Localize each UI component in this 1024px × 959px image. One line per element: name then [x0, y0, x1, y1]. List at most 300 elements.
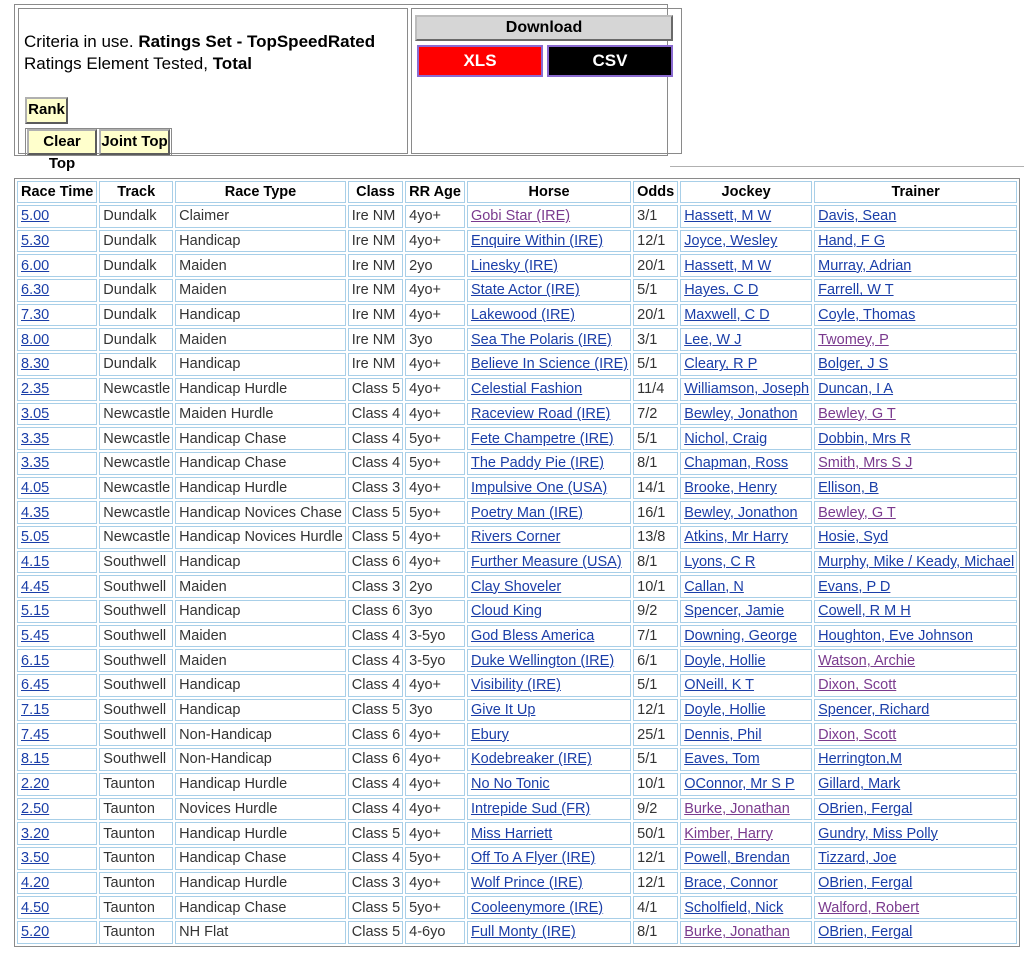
trainer-link[interactable]: Cowell, R M H	[818, 603, 911, 620]
trainer-cell	[814, 748, 1017, 771]
jockey-link[interactable]: Hassett, M W	[684, 208, 772, 225]
jockey-link[interactable]: Williamson, Joseph	[684, 381, 810, 398]
race-time-link[interactable]: 5.15	[21, 603, 50, 620]
jockey-link[interactable]: Scholfield, Nick	[684, 899, 784, 916]
ratings-set-value: Ratings Set - TopSpeedRated	[138, 32, 376, 51]
horse-link[interactable]: Enquire Within (IRE)	[470, 233, 604, 250]
table-row	[17, 625, 1017, 648]
class-cell: Class 4	[348, 403, 403, 426]
odds-cell: 7/1	[633, 625, 678, 648]
table-row	[17, 921, 1017, 944]
horse-link[interactable]: State Actor (IRE)	[470, 282, 580, 299]
jockey-cell	[680, 625, 812, 648]
table-row	[17, 575, 1017, 598]
race-time-link[interactable]: 7.45	[21, 726, 50, 743]
race-time-link[interactable]: 8.00	[21, 331, 50, 348]
jockey-cell	[680, 896, 812, 919]
header-track: Track	[99, 181, 173, 203]
trainer-cell	[814, 649, 1017, 672]
horse-link[interactable]: Give It Up	[470, 702, 536, 719]
header-odds: Odds	[633, 181, 678, 203]
jockey-link[interactable]: Joyce, Wesley	[684, 233, 778, 250]
table-header-row	[17, 181, 1017, 203]
track-cell: Dundalk	[99, 230, 173, 253]
csv-download-button[interactable]: CSV	[547, 45, 673, 77]
jockey-link[interactable]: Hayes, C D	[684, 282, 759, 299]
track-cell: Newcastle	[99, 526, 173, 549]
jockey-cell	[680, 526, 812, 549]
race-type-cell: Maiden	[175, 254, 346, 277]
trainer-link[interactable]: Tizzard, Joe	[818, 850, 897, 867]
age-cell: 5yo+	[405, 427, 465, 450]
age-cell: 2yo	[405, 254, 465, 277]
trainer-link[interactable]: Gillard, Mark	[818, 776, 901, 793]
table-row	[17, 353, 1017, 376]
odds-cell: 4/1	[633, 896, 678, 919]
horse-link[interactable]: Miss Harriett	[470, 825, 553, 842]
trainer-cell	[814, 872, 1017, 895]
race-time-link[interactable]: 4.05	[21, 479, 50, 496]
jockey-cell	[680, 551, 812, 574]
table-row	[17, 205, 1017, 228]
trainer-link[interactable]: Houghton, Eve Johnson	[818, 628, 973, 645]
track-cell: Dundalk	[99, 353, 173, 376]
jockey-link[interactable]: Brooke, Henry	[684, 479, 777, 496]
separator-line	[670, 166, 1024, 167]
trainer-cell	[814, 403, 1017, 426]
class-cell: Class 4	[348, 674, 403, 697]
odds-cell: 9/2	[633, 798, 678, 821]
jockey-link[interactable]: Bewley, Jonathon	[684, 504, 798, 521]
table-row	[17, 452, 1017, 475]
trainer-link[interactable]: Davis, Sean	[818, 208, 897, 225]
race-time-link[interactable]: 8.15	[21, 751, 50, 768]
table-row	[17, 378, 1017, 401]
class-cell: Ire NM	[348, 230, 403, 253]
age-cell: 4yo+	[405, 551, 465, 574]
horse-cell	[467, 921, 631, 944]
horse-link[interactable]: Lakewood (IRE)	[470, 307, 575, 324]
race-time-link[interactable]: 7.15	[21, 702, 50, 719]
jockey-cell	[680, 575, 812, 598]
horse-link[interactable]: Intrepide Sud (FR)	[470, 800, 591, 817]
horse-cell	[467, 674, 631, 697]
table-row	[17, 600, 1017, 623]
trainer-link[interactable]: Dixon, Scott	[818, 677, 897, 694]
age-cell: 4yo+	[405, 403, 465, 426]
table-row	[17, 279, 1017, 302]
race-time-link[interactable]: 3.05	[21, 405, 50, 422]
race-time-link[interactable]: 4.35	[21, 504, 50, 521]
top-filter-group	[25, 128, 172, 172]
race-type-cell: Handicap	[175, 304, 346, 327]
horse-link[interactable]: Further Measure (USA)	[470, 553, 622, 570]
trainer-cell	[814, 699, 1017, 722]
age-cell: 5yo+	[405, 896, 465, 919]
table-row	[17, 896, 1017, 919]
trainer-link[interactable]: Hand, F G	[818, 233, 885, 250]
age-cell: 4yo+	[405, 526, 465, 549]
race-time-link[interactable]: 4.50	[21, 899, 50, 916]
track-cell: Southwell	[99, 649, 173, 672]
race-time-link[interactable]: 6.00	[21, 257, 50, 274]
table-row	[17, 872, 1017, 895]
trainer-link[interactable]: Evans, P D	[818, 578, 891, 595]
jockey-link[interactable]: ONeill, K T	[684, 677, 755, 694]
age-cell: 3yo	[405, 328, 465, 351]
race-time-link[interactable]: 6.30	[21, 282, 50, 299]
horse-link[interactable]: Fete Champetre (IRE)	[470, 430, 614, 447]
horse-link[interactable]: Poetry Man (IRE)	[470, 504, 583, 521]
odds-cell: 8/1	[633, 551, 678, 574]
horse-cell	[467, 205, 631, 228]
jockey-cell	[680, 674, 812, 697]
race-time-link[interactable]: 3.35	[21, 455, 50, 472]
horse-cell	[467, 452, 631, 475]
track-cell: Southwell	[99, 723, 173, 746]
race-time-link[interactable]: 5.05	[21, 529, 50, 546]
jockey-link[interactable]: Doyle, Hollie	[684, 702, 766, 719]
trainer-link[interactable]: Murphy, Mike / Keady, Michael	[818, 553, 1015, 570]
class-cell: Class 4	[348, 649, 403, 672]
race-time-link[interactable]: 5.20	[21, 924, 50, 941]
horse-link[interactable]: Sea The Polaris (IRE)	[470, 331, 612, 348]
race-type-cell: Non-Handicap	[175, 723, 346, 746]
trainer-cell	[814, 328, 1017, 351]
track-cell: Taunton	[99, 773, 173, 796]
race-time-cell	[17, 822, 97, 845]
horse-cell	[467, 304, 631, 327]
class-cell: Class 6	[348, 723, 403, 746]
jockey-cell	[680, 230, 812, 253]
race-type-cell: Maiden Hurdle	[175, 403, 346, 426]
track-cell: Newcastle	[99, 427, 173, 450]
jockey-link[interactable]: Eaves, Tom	[684, 751, 760, 768]
race-type-cell: Non-Handicap	[175, 748, 346, 771]
horse-link[interactable]: The Paddy Pie (IRE)	[470, 455, 604, 472]
race-type-cell: Handicap Hurdle	[175, 773, 346, 796]
trainer-link[interactable]: Ellison, B	[818, 479, 879, 496]
trainer-link[interactable]: OBrien, Fergal	[818, 924, 913, 941]
age-cell: 3-5yo	[405, 649, 465, 672]
age-cell: 4yo+	[405, 748, 465, 771]
race-type-cell: Handicap Hurdle	[175, 477, 346, 500]
jockey-link[interactable]: Maxwell, C D	[684, 307, 770, 324]
xls-download-button[interactable]: XLS	[417, 45, 543, 77]
horse-cell	[467, 279, 631, 302]
race-time-link[interactable]: 4.20	[21, 874, 50, 891]
trainer-cell	[814, 575, 1017, 598]
horse-cell	[467, 501, 631, 524]
race-time-cell	[17, 798, 97, 821]
results-table	[14, 178, 1020, 947]
trainer-link[interactable]: Dobbin, Mrs R	[818, 430, 911, 447]
trainer-link[interactable]: Herrington,M	[818, 751, 902, 768]
header-trainer: Trainer	[814, 181, 1017, 203]
trainer-cell	[814, 551, 1017, 574]
race-time-link[interactable]: 2.50	[21, 800, 50, 817]
race-type-cell: Handicap Chase	[175, 847, 346, 870]
trainer-cell	[814, 921, 1017, 944]
jockey-link[interactable]: Doyle, Hollie	[684, 652, 766, 669]
horse-link[interactable]: No No Tonic	[470, 776, 550, 793]
trainer-cell	[814, 625, 1017, 648]
trainer-link[interactable]: Farrell, W T	[818, 282, 894, 299]
track-cell: Southwell	[99, 575, 173, 598]
track-cell: Southwell	[99, 625, 173, 648]
track-cell: Taunton	[99, 872, 173, 895]
table-row	[17, 649, 1017, 672]
joint-top-button[interactable]: Joint Top	[99, 129, 170, 155]
horse-link[interactable]: Impulsive One (USA)	[470, 479, 608, 496]
trainer-cell	[814, 896, 1017, 919]
horse-link[interactable]: Celestial Fashion	[470, 381, 583, 398]
race-time-cell	[17, 649, 97, 672]
trainer-link[interactable]: Spencer, Richard	[818, 702, 930, 719]
jockey-link[interactable]: Bewley, Jonathon	[684, 405, 798, 422]
table-row	[17, 822, 1017, 845]
race-type-cell: Handicap	[175, 353, 346, 376]
table-row	[17, 304, 1017, 327]
age-cell: 4yo+	[405, 798, 465, 821]
jockey-link[interactable]: Callan, N	[684, 578, 744, 595]
trainer-link[interactable]: Smith, Mrs S J	[818, 455, 913, 472]
trainer-link[interactable]: Walford, Robert	[818, 899, 920, 916]
jockey-link[interactable]: OConnor, Mr S P	[684, 776, 795, 793]
track-cell: Southwell	[99, 699, 173, 722]
rank-button[interactable]: Rank	[25, 97, 68, 124]
jockey-cell	[680, 921, 812, 944]
trainer-link[interactable]: Bewley, G T	[818, 504, 896, 521]
race-time-link[interactable]: 4.15	[21, 553, 50, 570]
jockey-link[interactable]: Dennis, Phil	[684, 726, 762, 743]
horse-cell	[467, 699, 631, 722]
odds-cell: 5/1	[633, 279, 678, 302]
race-time-link[interactable]: 6.45	[21, 677, 50, 694]
table-row	[17, 254, 1017, 277]
race-type-cell: Handicap Chase	[175, 896, 346, 919]
trainer-cell	[814, 254, 1017, 277]
track-cell: Southwell	[99, 748, 173, 771]
race-time-cell	[17, 575, 97, 598]
header-jockey: Jockey	[680, 181, 812, 203]
class-cell: Ire NM	[348, 353, 403, 376]
table-row	[17, 551, 1017, 574]
race-time-link[interactable]: 2.35	[21, 381, 50, 398]
age-cell: 4yo+	[405, 872, 465, 895]
trainer-link[interactable]: Duncan, I A	[818, 381, 894, 398]
criteria-panel	[14, 4, 668, 172]
race-type-cell: Maiden	[175, 279, 346, 302]
jockey-cell	[680, 501, 812, 524]
age-cell: 4yo+	[405, 723, 465, 746]
horse-link[interactable]: Full Monty (IRE)	[470, 924, 576, 941]
horse-cell	[467, 600, 631, 623]
table-body	[17, 205, 1017, 944]
horse-link[interactable]: God Bless America	[470, 628, 595, 645]
race-time-cell	[17, 872, 97, 895]
odds-cell: 5/1	[633, 748, 678, 771]
class-cell: Class 4	[348, 798, 403, 821]
jockey-cell	[680, 403, 812, 426]
trainer-link[interactable]: Dixon, Scott	[818, 726, 897, 743]
horse-link[interactable]: Visibility (IRE)	[470, 677, 561, 694]
track-cell: Taunton	[99, 921, 173, 944]
race-type-cell: Maiden	[175, 649, 346, 672]
table-row	[17, 798, 1017, 821]
jockey-link[interactable]: Spencer, Jamie	[684, 603, 785, 620]
jockey-cell	[680, 452, 812, 475]
horse-cell	[467, 328, 631, 351]
race-time-link[interactable]: 5.00	[21, 208, 50, 225]
trainer-link[interactable]: OBrien, Fergal	[818, 874, 913, 891]
jockey-cell	[680, 723, 812, 746]
jockey-cell	[680, 378, 812, 401]
horse-link[interactable]: Believe In Science (IRE)	[470, 356, 629, 373]
horse-link[interactable]: Off To A Flyer (IRE)	[470, 850, 596, 867]
age-cell: 4yo+	[405, 822, 465, 845]
horse-link[interactable]: Cloud King	[470, 603, 542, 620]
age-cell: 5yo+	[405, 501, 465, 524]
jockey-link[interactable]: Chapman, Ross	[684, 455, 789, 472]
horse-cell	[467, 847, 631, 870]
odds-cell: 25/1	[633, 723, 678, 746]
table-row	[17, 477, 1017, 500]
trainer-link[interactable]: Twomey, P	[818, 331, 889, 348]
race-time-link[interactable]: 3.50	[21, 850, 50, 867]
jockey-link[interactable]: Lee, W J	[684, 331, 742, 348]
odds-cell: 8/1	[633, 921, 678, 944]
track-cell: Taunton	[99, 847, 173, 870]
race-time-link[interactable]: 2.20	[21, 776, 50, 793]
table-row	[17, 230, 1017, 253]
horse-cell	[467, 748, 631, 771]
table-row	[17, 723, 1017, 746]
race-time-cell	[17, 773, 97, 796]
horse-cell	[467, 822, 631, 845]
race-time-link[interactable]: 5.45	[21, 628, 50, 645]
trainer-cell	[814, 353, 1017, 376]
jockey-link[interactable]: Hassett, M W	[684, 257, 772, 274]
trainer-cell	[814, 279, 1017, 302]
age-cell: 5yo+	[405, 847, 465, 870]
horse-cell	[467, 896, 631, 919]
race-time-link[interactable]: 3.35	[21, 430, 50, 447]
jockey-link[interactable]: Nichol, Craig	[684, 430, 768, 447]
race-time-cell	[17, 921, 97, 944]
age-cell: 5yo+	[405, 452, 465, 475]
trainer-cell	[814, 427, 1017, 450]
jockey-link[interactable]: Kimber, Harry	[684, 825, 773, 842]
class-cell: Class 5	[348, 896, 403, 919]
jockey-link[interactable]: Brace, Connor	[684, 874, 778, 891]
horse-link[interactable]: Rivers Corner	[470, 529, 561, 546]
jockey-link[interactable]: Burke, Jonathan	[684, 800, 790, 817]
jockey-link[interactable]: Powell, Brendan	[684, 850, 790, 867]
race-type-cell: Novices Hurdle	[175, 798, 346, 821]
table-row	[17, 526, 1017, 549]
race-type-cell: Handicap Chase	[175, 427, 346, 450]
trainer-link[interactable]: Watson, Archie	[818, 652, 916, 669]
track-cell: Newcastle	[99, 403, 173, 426]
horse-link[interactable]: Ebury	[470, 726, 509, 743]
trainer-link[interactable]: Coyle, Thomas	[818, 307, 916, 324]
race-time-cell	[17, 674, 97, 697]
race-type-cell: Handicap Hurdle	[175, 378, 346, 401]
jockey-link[interactable]: Downing, George	[684, 628, 798, 645]
track-cell: Dundalk	[99, 304, 173, 327]
horse-link[interactable]: Raceview Road (IRE)	[470, 405, 611, 422]
trainer-link[interactable]: Murray, Adrian	[818, 257, 912, 274]
jockey-cell	[680, 773, 812, 796]
age-cell: 4yo+	[405, 674, 465, 697]
horse-cell	[467, 551, 631, 574]
download-title: Download	[415, 15, 673, 41]
odds-cell: 12/1	[633, 699, 678, 722]
track-cell: Newcastle	[99, 477, 173, 500]
horse-link[interactable]: Cooleenymore (IRE)	[470, 899, 604, 916]
odds-cell: 5/1	[633, 674, 678, 697]
odds-cell: 50/1	[633, 822, 678, 845]
trainer-link[interactable]: OBrien, Fergal	[818, 800, 913, 817]
trainer-link[interactable]: Gundry, Miss Polly	[818, 825, 938, 842]
horse-link[interactable]: Clay Shoveler	[470, 578, 562, 595]
clear-top-button[interactable]: Clear Top	[27, 129, 97, 155]
age-cell: 3yo	[405, 600, 465, 623]
class-cell: Class 4	[348, 452, 403, 475]
race-time-link[interactable]: 7.30	[21, 307, 50, 324]
odds-cell: 14/1	[633, 477, 678, 500]
horse-link[interactable]: Linesky (IRE)	[470, 257, 558, 274]
horse-cell	[467, 477, 631, 500]
race-time-link[interactable]: 4.45	[21, 578, 50, 595]
race-time-cell	[17, 230, 97, 253]
odds-cell: 11/4	[633, 378, 678, 401]
horse-link[interactable]: Wolf Prince (IRE)	[470, 874, 583, 891]
track-cell: Southwell	[99, 600, 173, 623]
race-time-link[interactable]: 3.20	[21, 825, 50, 842]
class-cell: Class 4	[348, 773, 403, 796]
table-row	[17, 847, 1017, 870]
jockey-cell	[680, 748, 812, 771]
trainer-link[interactable]: Bewley, G T	[818, 405, 896, 422]
race-type-cell: Maiden	[175, 575, 346, 598]
odds-cell: 9/2	[633, 600, 678, 623]
trainer-cell	[814, 822, 1017, 845]
header-rr-age: RR Age	[405, 181, 465, 203]
jockey-link[interactable]: Atkins, Mr Harry	[684, 529, 789, 546]
age-cell: 4yo+	[405, 477, 465, 500]
trainer-link[interactable]: Bolger, J S	[818, 356, 889, 373]
class-cell: Ire NM	[348, 304, 403, 327]
track-cell: Dundalk	[99, 279, 173, 302]
trainer-cell	[814, 723, 1017, 746]
race-time-cell	[17, 477, 97, 500]
horse-link[interactable]: Gobi Star (IRE)	[470, 208, 571, 225]
race-time-cell	[17, 353, 97, 376]
track-cell: Taunton	[99, 896, 173, 919]
race-time-link[interactable]: 6.15	[21, 652, 50, 669]
race-time-link[interactable]: 8.30	[21, 356, 50, 373]
horse-link[interactable]: Duke Wellington (IRE)	[470, 652, 615, 669]
age-cell: 4yo+	[405, 230, 465, 253]
jockey-link[interactable]: Burke, Jonathan	[684, 924, 790, 941]
race-time-link[interactable]: 5.30	[21, 233, 50, 250]
horse-link[interactable]: Kodebreaker (IRE)	[470, 751, 592, 768]
trainer-link[interactable]: Hosie, Syd	[818, 529, 889, 546]
jockey-link[interactable]: Lyons, C R	[684, 553, 756, 570]
jockey-link[interactable]: Cleary, R P	[684, 356, 758, 373]
